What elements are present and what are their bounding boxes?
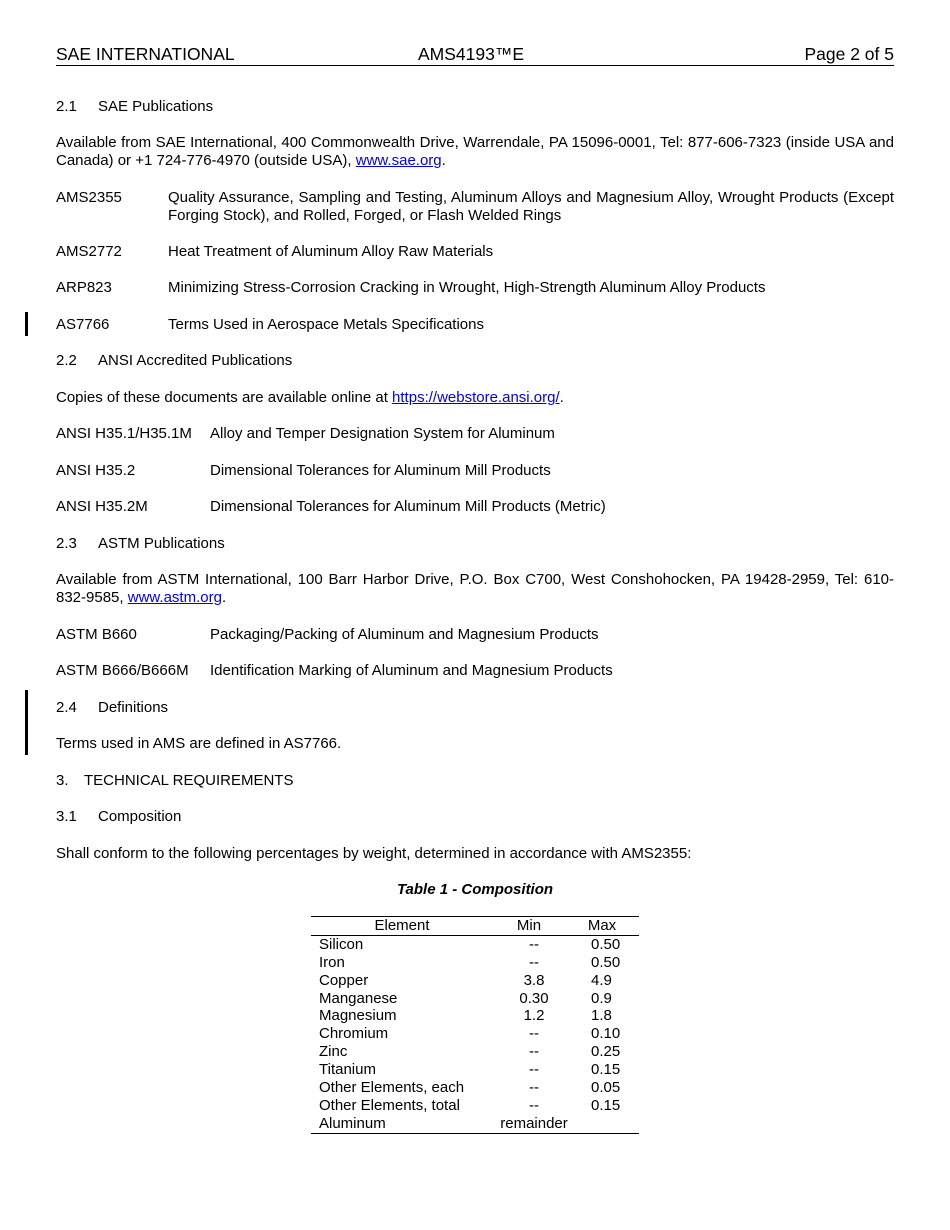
section-2-2-heading: 2.2 ANSI Accredited Publications bbox=[56, 352, 293, 369]
table-header-row bbox=[311, 917, 639, 936]
change-bar bbox=[25, 690, 28, 755]
header-doc-number: AMS4193™E bbox=[418, 44, 525, 64]
table-row: Silicon -- 0.50 bbox=[319, 935, 621, 953]
table-row: Manganese 0.30 0.9 bbox=[319, 989, 612, 1007]
section-3-heading: 3. TECHNICAL REQUIREMENTS bbox=[56, 772, 294, 789]
page-header bbox=[56, 44, 894, 66]
ansi-link[interactable]: https://webstore.ansi.org/ bbox=[392, 389, 560, 406]
table-row: Titanium -- 0.15 bbox=[319, 1061, 621, 1079]
table-row: Chromium -- 0.10 bbox=[319, 1025, 621, 1043]
table-row: Copper 3.8 4.9 bbox=[319, 971, 612, 989]
table-row: Iron -- 0.50 bbox=[319, 953, 621, 971]
header-min: Min bbox=[516, 917, 542, 934]
table-row: Zinc -- 0.25 bbox=[319, 1043, 621, 1061]
section-3-1-heading: 3.1 Composition bbox=[56, 808, 182, 825]
header-element: Element bbox=[374, 917, 430, 934]
section-2-2-availability: Copies of these documents are available online at https://webstore.ansi.org/. bbox=[56, 389, 564, 406]
composition-table bbox=[311, 916, 639, 1134]
section-2-3-heading: 2.3 ASTM Publications bbox=[56, 535, 225, 552]
table-row: Magnesium 1.2 1.8 bbox=[319, 1007, 612, 1025]
sae-link[interactable]: www.sae.org bbox=[355, 152, 442, 169]
section-2-3-availability: Available from ASTM International, 100 Barr Harbor Drive, P.O. Box C700, West Conshohocken, PA 19428-2959, Tel: 610-832-9585, www.astm.org. bbox=[56, 571, 894, 606]
section-3-1-text: Shall conform to the following percentages by weight, determined in accordance with AMS2355: bbox=[56, 845, 692, 862]
table-row: Aluminum remainder bbox=[319, 1114, 568, 1132]
table-row: Other Elements, each -- 0.05 bbox=[319, 1079, 621, 1097]
section-2-1-availability: Available from SAE International, 400 Commonwealth Drive, Warrendale, PA 15096-0001, Tel: 877-606-7323 (inside USA and Canada) or +1 724-776-4970 (outside USA), www.sae.org. bbox=[56, 134, 894, 169]
section-2-4-heading: 2.4 Definitions bbox=[56, 699, 169, 716]
astm-link[interactable]: www.astm.org bbox=[127, 589, 222, 606]
section-2-4-text: Terms used in AMS are defined in AS7766. bbox=[56, 735, 342, 752]
table-row: Other Elements, total -- 0.15 bbox=[319, 1096, 621, 1114]
header-max: Max bbox=[587, 917, 617, 934]
table-caption: Table 1 - Composition bbox=[396, 881, 554, 898]
change-bar bbox=[25, 312, 28, 336]
section-2-1-heading: 2.1 SAE Publications bbox=[56, 98, 214, 115]
document-page: SAE INTERNATIONAL AMS4193™E Page 2 of 5 2.1 SAE Publications Available from SAE International, 400 Commonwealth Drive, Warrendale, PA 15096-0001, Tel: 877-606-7323 (inside USA and Canada) or +1 724-776-4970 (outside USA), www.sae.org. AMS2355 Quality Assurance, Sampling and Testing, Aluminum Alloys and Magnesium Alloy, Wrought Products (Except Forging Stock), and Rolled, Forged, or Flash Welded Rings AMS2772 Heat Treatment of Aluminum Alloy Raw Materials ARP823 Minimizing Stress-Corrosion Cracking in Wrought, High-Strength Aluminum Alloy Products AS7766 Terms Used in Aerospace Metals Specifications 2.2 ANSI Accredited Publications Copies of these documents are available online at https://webstore.ansi.org/. ANSI H35.1/H35.1M Alloy and Temper Designation System for Aluminum ANSI H35.2 Dimensional Tolerances for Aluminum Mill Products ANSI H35.2M Dimensional Tolerances for Aluminum Mill Products (Metric) 2.3 ASTM Publications Available from ASTM International, 100 Barr Harbor Drive, P.O. Box C700, West Conshohocken, PA 19428-2959, Tel: 610-832-9585, www.astm.org. ASTM B660 Packaging/Packing of Aluminum and Magnesium Products ASTM B666/B666M Identification Marking of Aluminum and Magnesium Products 2.4 Definitions Terms used in AMS are defined in AS7766. 3. TECHNICAL REQUIREMENTS 3.1 Composition Shall conform to the following percentages by weight, determined in accordance with AMS2355: Table 1 - Composition Element Min Max Silicon -- 0.50 Iron -- 0.50 Copper 3.8 4.9 Manganese 0.30 0.9 Magnesium 1.2 1.8 Chromium -- 0.10 Zinc -- 0.25 Titanium -- 0.15 Other Elements, each -- 0.05 Other Elements, total -- 0.15 Aluminum remainder bbox=[56, 0, 894, 1230]
header-org: SAE INTERNATIONAL bbox=[56, 44, 235, 64]
header-page-number: Page 2 of 5 bbox=[804, 44, 894, 64]
